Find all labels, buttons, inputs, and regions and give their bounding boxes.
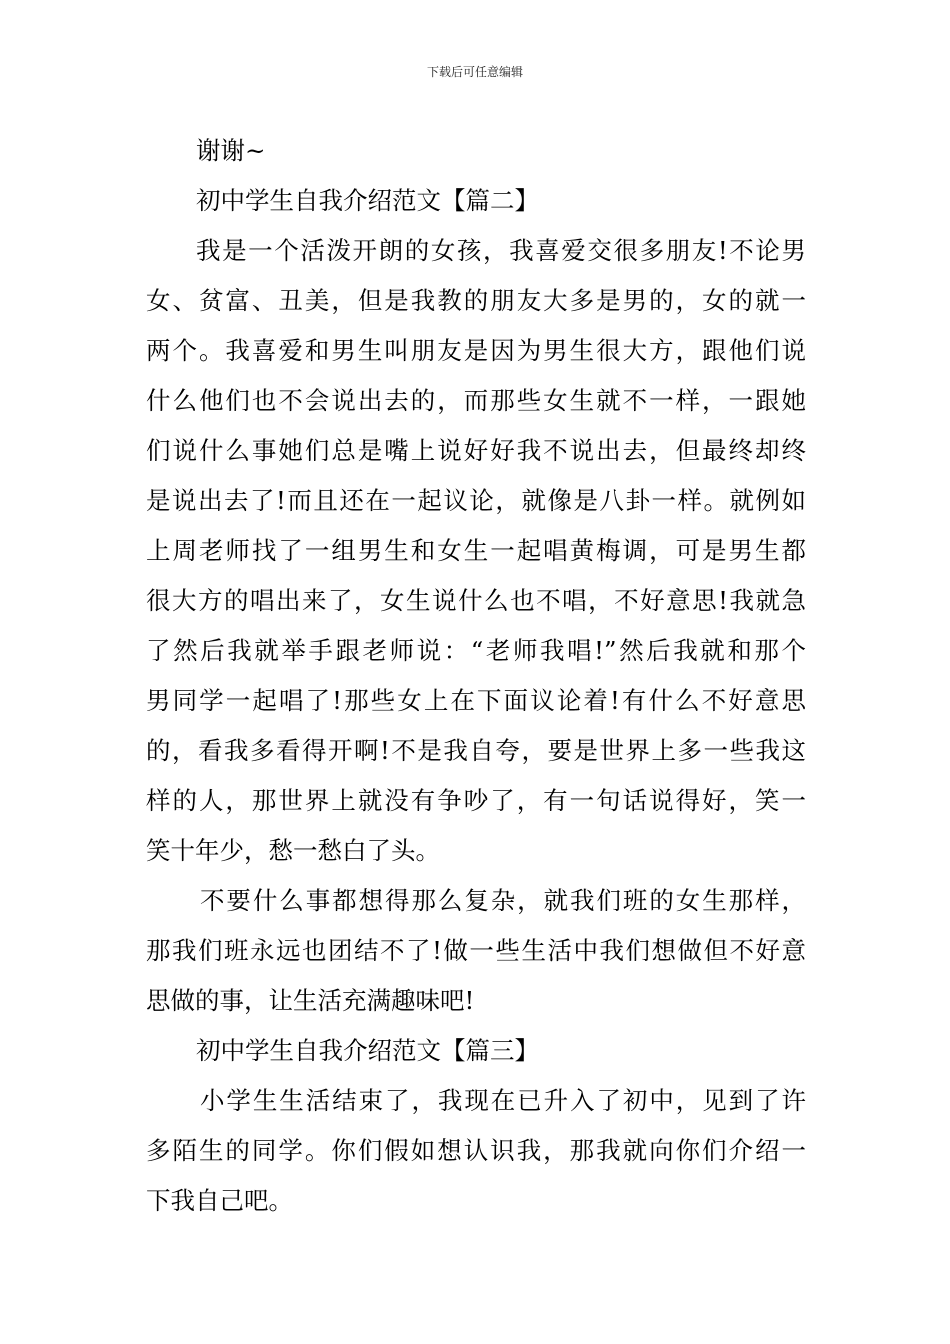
paragraph-line: 样的人，那世界上就没有争吵了，有一句话说得好，笑一	[146, 786, 806, 815]
paragraph-line: 上周老师找了一组男生和女生一起唱黄梅调，可是男生都	[146, 536, 806, 565]
paragraph-line: 男同学一起唱了!那些女上在下面议论着!有什么不好意思	[146, 686, 806, 715]
paragraph-line: 不要什么事都想得那么复杂，就我们班的女生那样，	[200, 886, 806, 915]
section-heading-part-three: 初中学生自我介绍范文【篇三】	[196, 1036, 539, 1065]
paragraph-line: 思做的事，让生活充满趣味吧!	[146, 986, 475, 1015]
paragraph-line: 的，看我多看得开啊!不是我自夸，要是世界上多一些我这	[146, 736, 806, 765]
paragraph-line: 们说什么事她们总是嘴上说好好我不说出去，但最终却终	[146, 436, 806, 465]
paragraph-line: 下我自己吧。	[146, 1186, 293, 1215]
document-body	[146, 126, 806, 1226]
paragraph-line: 两个。我喜爱和男生叫朋友是因为男生很大方，跟他们说	[146, 336, 806, 365]
paragraph-line: 是说出去了!而且还在一起议论，就像是八卦一样。就例如	[146, 486, 806, 515]
paragraph-line: 我是一个活泼开朗的女孩，我喜爱交很多朋友!不论男	[196, 236, 806, 265]
paragraph-line: 小学生生活结束了，我现在已升入了初中，见到了许	[200, 1086, 806, 1115]
paragraph-line: 那我们班永远也团结不了!做一些生活中我们想做但不好意	[146, 936, 806, 965]
paragraph-line: 很大方的唱出来了，女生说什么也不唱，不好意思!我就急	[146, 586, 806, 615]
paragraph-line: 多陌生的同学。你们假如想认识我，那我就向你们介绍一	[146, 1136, 806, 1165]
section-heading-part-two: 初中学生自我介绍范文【篇二】	[196, 186, 539, 215]
paragraph-line: 什么他们也不会说出去的，而那些女生就不一样，一跟她	[146, 386, 806, 415]
closing-thanks: 谢谢~	[196, 136, 266, 165]
paragraph-line: 笑十年少，愁一愁白了头。	[146, 836, 440, 865]
paragraph-line: 女、贫富、丑美，但是我教的朋友大多是男的，女的就一	[146, 286, 806, 315]
paragraph-line: 了然后我就举手跟老师说：“老师我唱!”然后我就和那个	[146, 636, 806, 665]
page-header: 下载后可任意编辑	[426, 65, 523, 79]
